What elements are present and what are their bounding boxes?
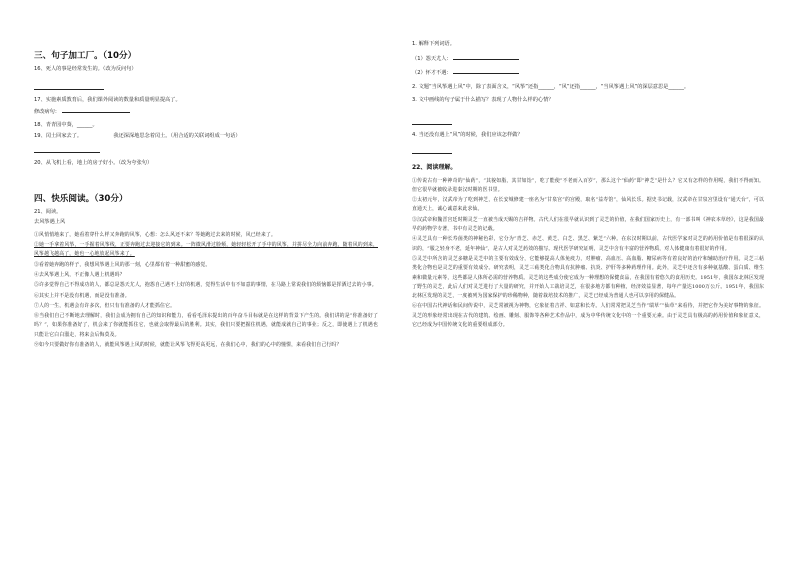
r-q1a-label: （1）怨天尤人：	[412, 55, 452, 62]
r-q3-text: 3. 文中画线的句子属于什么描写？表现了人物什么样的心情？	[412, 97, 554, 104]
passage-para-5: ⑤许多觉得自己不得成功的人，都总是怨天尤人，抱怨自己遇不上好的机遇，觉得生活中有不如意的事情，在马路上常说我们的烦恼都是挥洒过去的小事。	[34, 282, 377, 289]
r-q2-text: 2. 文题“当风筝遇上风”中，除了表面含义，“风筝”还指______，“风”还指______，“当风筝遇上风”的深层意思是______。	[412, 83, 690, 90]
r-q4-text: 4. 当还没有遇上“风”的时候，我们应该怎样做？	[412, 131, 523, 138]
right-column	[412, 34, 764, 330]
passage-para-2: ②她一手拿着风筝，一手握着风筝线，正要奔跑过去迎接它的到来。一阵微风滑过脸颊，她轻轻松开了手中的风筝，并拼尽全力向前奔跑，随着风的到来，风筝越飞越高了，她也一心地放起风筝来了。	[34, 242, 378, 258]
q19-row	[34, 132, 378, 141]
r-q1-text: 1. 解释下列词语。	[412, 41, 455, 47]
q19-part-b: 我还深深地思念着闰土。（用合适的关联词组成一句话）	[113, 133, 241, 140]
passage-title: 去风筝遇上风	[34, 219, 66, 226]
r-para-2: ②太初元年，汉武帝为了吃到神芝，在长安城修建一座名为“甘泉宫”的宫殿，取名“益寿馆”，仙风长乐。据史书记载，汉武帝在甘泉宫里设有“通天台”，可以直通天上，诚心诚意来此求仙。	[412, 197, 764, 213]
r-q1a-answer-line	[453, 54, 519, 60]
passage-para-9: ⑨如今只要做好你有准备的人，就能风筝遇上风的时候，就能让风筝飞得更高更远，在我们心中，我们的心中的憧憬，来看我们自己行吗？	[34, 342, 342, 349]
q19-part-a: 19、闰土回家去了。	[34, 133, 83, 140]
section3-title: 三、句子加工厂。（10分）	[34, 51, 137, 61]
r-q1b-label: （2）怀才不遇：	[412, 70, 452, 77]
q17-fix-label: 修改病句：	[34, 109, 60, 116]
r-para-5: ⑤灵芝中所含的灵芝多糖是灵芝中的主要有效成分，它能够提高人体免疫力，对肿瘤、高血压、高血脂、糖尿病等有着良好的治疗和辅助治疗作用。灵芝三萜类化合物也是灵芝的重要有效成分。研究表明，灵芝三萜类化合物具有抗肿瘤、抗炎、护肝等多种药理作用。此外，灵芝中还含有多种氨基酸、蛋白质、维生素和微量元素等，这些都是人体所必需的营养物质。灵芝的这些成分使它成为一种理想的保健食品，在我国有着悠久的食用历史。1951年，我国东北林区发现了野生的灵芝，此后人们对灵芝进行了大量的研究，并开始人工栽培灵芝，在很多地方都有种植，经济效益显著，每年产量达1000万公斤。1951年，我国东北林区发现的灵芝，一度被列为国家保护的珍稀物种，随着栽培技术的推广，灵芝已经成为普通人也可以享用的保健品。	[412, 255, 764, 300]
r-q1b-answer-line	[453, 68, 519, 74]
r-para-3: ③汉武帝和魏晋宫廷时期灵芝一直被当成天赐的吉祥物。古代人们在很早就认识到了灵芝的价值，在我们国家历史上，有一部书叫《神农本草经》，这是我国最早的药物学专著，书中有灵芝的记载。	[412, 216, 764, 233]
passage-para-8: ⑧当我们自己不断地去理解时，我们会成为拥有自己的知识和能力，看看毛泽东提出的百年奋斗目标就是在这样的背景下产生的。我们讲的是“你准备好了吗？”，如果你准备好了，机会来了你就能抓住它，也就会取得最后的胜利。其实，我们只要把握住机遇，就能成就自己的事业；反之，即使遇上了机遇也只能让它白白溜走，将来会后悔莫及。	[34, 313, 378, 338]
r-para-4: ④灵芝具有一种长寿菌类的神秘色彩，它分为“青芝、赤芝、黄芝、白芝、黑芝、紫芝”六种。在东汉时期以前，古代医学家对灵芝的药用价值是有着很深的认识的，“服之轻身不老，延年神仙”，是古人对灵芝药效的描写。现代医学研究证明，灵芝中含有丰富的营养物质，对人体健康有着很好的作用。	[412, 236, 764, 252]
q20-text: 20、从飞机上看，地上的房子好小。（改为夸张句）	[34, 159, 153, 166]
passage-para-3: ③看着她奔跑的样子，我想风筝遇上风的那一刻，心里都有着一种甜蜜的感觉。	[34, 261, 211, 268]
left-column	[34, 34, 378, 350]
passage-para-6: ⑥其实上并不是没有机遇，而是没有准备。	[34, 292, 130, 299]
passage-para-4: ④去风筝遇上风，不正像人遇上机遇吗？	[34, 271, 125, 278]
q17-text: 17、实施素质教育后，我们课外阅读的数量和质量明显提高了。	[34, 96, 181, 103]
r-q1a-row	[412, 54, 764, 64]
r-q3-answer-line	[412, 123, 452, 125]
q17-answer-line	[62, 107, 130, 113]
section22-title: 22、阅读理解。	[412, 163, 457, 171]
q16-answer-line	[34, 88, 104, 90]
passage-para-1: ①风悄悄地来了，她看着穿什么样又奔跑的风筝，心想：怎么风还不来？等她跑过去来的时候，风已经来了。	[34, 231, 276, 238]
q16-text: 16、死人的事是经常发生的。（改为反问句）	[34, 66, 137, 72]
section4-title: 四、快乐阅读。（30分）	[34, 193, 128, 204]
passage-para-7: ⑦人的一生，机遇会有许多次，但只有有准备的人才能抓住它。	[34, 302, 176, 309]
r-q4-answer-line	[412, 152, 452, 154]
r-para-6: ⑥在中国古代神话和民间传说中，灵芝常被视为神物，它象征着吉祥、如意和长寿。人们常常把灵芝当作“瑞草”“仙草”来看待，并把它作为美好事物的象征。灵芝的形象经常出现在古代的建筑、绘画、雕刻、服饰等各种艺术作品中，成为中华传统文化中的一个重要元素。由于灵芝具有极高的药用价值和象征意义，它已经成为中国传统文化的重要组成部分。	[412, 303, 764, 329]
r-q1b-row	[412, 68, 764, 78]
q17-fix-row	[34, 107, 378, 117]
q19-answer-line	[34, 151, 100, 153]
r-para-1: ①传说古有一种神奇的“仙药”，“其貌如脂，其甘如饴”，吃了能使“不老而入百岁”，那么这个“仙药”即“神芝”是什么？它又有怎样的作用呢，我们不得而知。但它很早就被收录进秦汉时期的医书里。	[412, 177, 764, 193]
q21-text: 21、阅读。	[34, 208, 62, 215]
q18-text: 18、青青园中葵，______。	[34, 121, 98, 128]
